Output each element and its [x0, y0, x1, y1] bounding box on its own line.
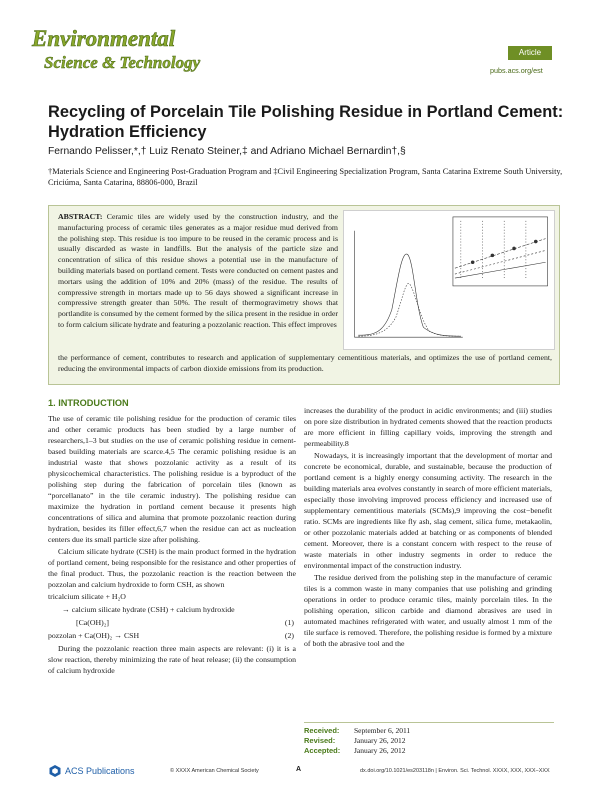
- logo-line1: Environmental: [32, 26, 176, 51]
- author-list: Fernando Pelisser,*,† Luiz Renato Steiner,‡ and Adriano Michael Bernardin†,§: [48, 146, 406, 157]
- acs-hexagon-icon: [48, 764, 62, 778]
- accepted-label: Accepted:: [304, 746, 341, 755]
- equation-1-line-3: [48, 617, 296, 629]
- received-value: September 6, 2011: [354, 726, 411, 735]
- abstract-text: [58, 212, 338, 331]
- logo-line2: Science & Technology: [44, 53, 201, 72]
- toc-point-4: [534, 240, 537, 243]
- toc-point-1: [471, 261, 474, 264]
- toc-inset-left: [354, 231, 462, 337]
- equation-1-number: (1): [284, 618, 294, 627]
- intro-paragraph-2: Calcium silicate hydrate (CSH) is the main product formed in the hydration of portland cement, being responsible for the resistance and other properties of the final product. Thus, the pozzolanic reaction is the reaction between the pozzolan and calcium hydroxide to form CSH, as shown: [48, 547, 296, 589]
- equation-2-number: (2): [284, 631, 294, 640]
- equation-1-line-2: [48, 604, 296, 616]
- left-column: [48, 398, 296, 677]
- journal-url-link[interactable]: pubs.acs.org/est: [490, 66, 543, 75]
- article-type-badge: Article: [508, 46, 552, 60]
- article-title: Recycling of Porcelain Tile Polishing Residue in Portland Cement: Hydration Efficiency: [48, 103, 564, 141]
- abstract-label: ABSTRACT:: [58, 212, 103, 221]
- section-heading-introduction: 1. INTRODUCTION: [48, 398, 129, 408]
- journal-logo: [30, 24, 230, 76]
- equation-2: [48, 630, 296, 642]
- toc-point-2: [491, 254, 494, 257]
- footer-doi-link[interactable]: dx.doi.org/10.1021/es203118n | Environ. Sci. Technol. XXXX, XXX, XXX−XXX: [360, 768, 550, 774]
- author-affiliation: †Materials Science and Engineering Post-Graduation Program and ‡Civil Engineering Specialization Program, Santa Catarina Extreme South University, Criciúma, Santa Catarina, 88806-000, Brazil: [48, 167, 563, 187]
- right-paragraph-2: Nowadays, it is increasingly important that the development of mortar and concrete be economical, durable, and sustainable, because the production of portland cement is a highly energy consuming activity. The research in the building materials area evolves constantly in search of more efficient materials, especially those involving improved process efficiency and increased use of supplementary cementitious materials (SCMs),9 improving the cost−benefit ratio. SCMs are ingredients like fly ash, slag cement, silica fume, metakaolin, or other pozzolanic materials added at batching or as components of blended cement. Moreover, there is a constant concern with respect to the reuse of waste materials in other industry segments in order to reduce the environmental impact of the construction industry.: [304, 451, 552, 570]
- date-received: [304, 726, 554, 736]
- revised-label: Revised:: [304, 736, 336, 745]
- toc-particle-curve: [358, 254, 461, 336]
- date-accepted: [304, 746, 554, 756]
- toc-point-3: [513, 247, 516, 250]
- equation-1-line-1: [48, 591, 296, 603]
- equation-2-text: pozzolan + Ca(OH)₂ → CSH: [48, 631, 140, 640]
- toc-inset-right: [453, 217, 548, 286]
- toc-strength-frame: [453, 217, 548, 286]
- right-paragraph-3: The residue derived from the polishing step in the manufacture of ceramic tiles is a common waste in many companies that use polishing and grinding operations in order to produce ceramic tiles, mainly porcelain tiles. In the polishing operation, silicon carbide and diamond abrasives are used in automated machines refrigerated with water, and usually almost 1 mm of the tile surface is removed. Therefore, the polishing residue is formed by a mixture of both the abrasive tool and the: [304, 573, 552, 648]
- equation-1-text-b: → calcium silicate hydrate (CSH) + calcium hydroxide: [62, 605, 235, 614]
- footer-copyright: © XXXX American Chemical Society: [170, 768, 259, 774]
- footer-page-number: A: [296, 766, 302, 773]
- toc-graphic-plot: [343, 210, 555, 350]
- right-column: [304, 405, 552, 650]
- intro-paragraph-3: During the pozzolanic reaction three main aspects are relevant: (i) it is a slow reaction, thereby minimizing the rate of heat release; (ii) the consumption of calcium hydroxide: [48, 644, 296, 675]
- abstract-continuation: the performance of cement, contributes to research and application of supplementary cementitious materials, and optimizes the use of portland cement, reducing the environmental impacts of carbon dioxide emissions from its production.: [58, 353, 552, 373]
- accepted-value: January 26, 2012: [354, 746, 406, 755]
- abstract-body: Ceramic tiles are widely used by the construction industry, and the manufacturing process of ceramic tiles generates as a major residue mud derived from the polishing step. This residue is too impure to be reused in the ceramic process and is usually discarded as waste in landfills. But the analysis of the particle size and concentration of silica of this residue shows a potential use in the manufacture of building materials based on portland cement. Tests were conducted on cement pastes and mortars using the addition of 10% and 20% (mass) of the residue. The results of compressive strength in mortars made up to 56 days showed a significant increase in compressive strength greater than 50%. The result of thermogravimetry shows that portlandite is consumed by the cement formed by the silica present in the residue in order to form calcium silicate hydrate and featuring a pozzolanic reaction. This effect improves: [58, 212, 338, 329]
- acs-publications-logo: [48, 764, 143, 778]
- toc-particle-curve-dashed: [358, 283, 461, 336]
- equation-1-text-a: tricalcium silicate + H₂O: [48, 592, 126, 601]
- article-dates: [304, 722, 554, 756]
- right-paragraph-1: increases the durability of the product in acidic environments; and (iii) studies on pore size distribution in hydrated cements showed that the reaction products are more efficient in filling capillary voids, improving the strength and permeability.8: [304, 406, 552, 448]
- date-revised: [304, 736, 554, 746]
- received-label: Received:: [304, 726, 340, 735]
- equation-1-text-c: [Ca(OH)₂]: [76, 618, 110, 627]
- revised-value: January 26, 2012: [354, 736, 406, 745]
- acs-publications-text: ACS Publications: [65, 766, 135, 776]
- intro-paragraph-1: The use of ceramic tile polishing residue for the production of ceramic tiles and other ceramic products has been studied by a large number of researchers,1–3 but studies on the use of ceramic polishing residue in cement-based building materials are scarce.4,5 The ceramic polishing residue is an industrial waste that shows pozzolanic activity as a result of its physicochemical characteristics. The polishing residue is a byproduct of the polishing step during the fabrication of porcelain tiles (known as “porcellanato” in the tile ceramic industry). The polishing residue can maximize the hydration in portland cement because it presents high concentrations of silica and alumina that promote pozzolanic reaction during hydration, besides its filler effect,6,7 when the residue can act as nucleation centers due its small particle size after polishing.: [48, 414, 296, 544]
